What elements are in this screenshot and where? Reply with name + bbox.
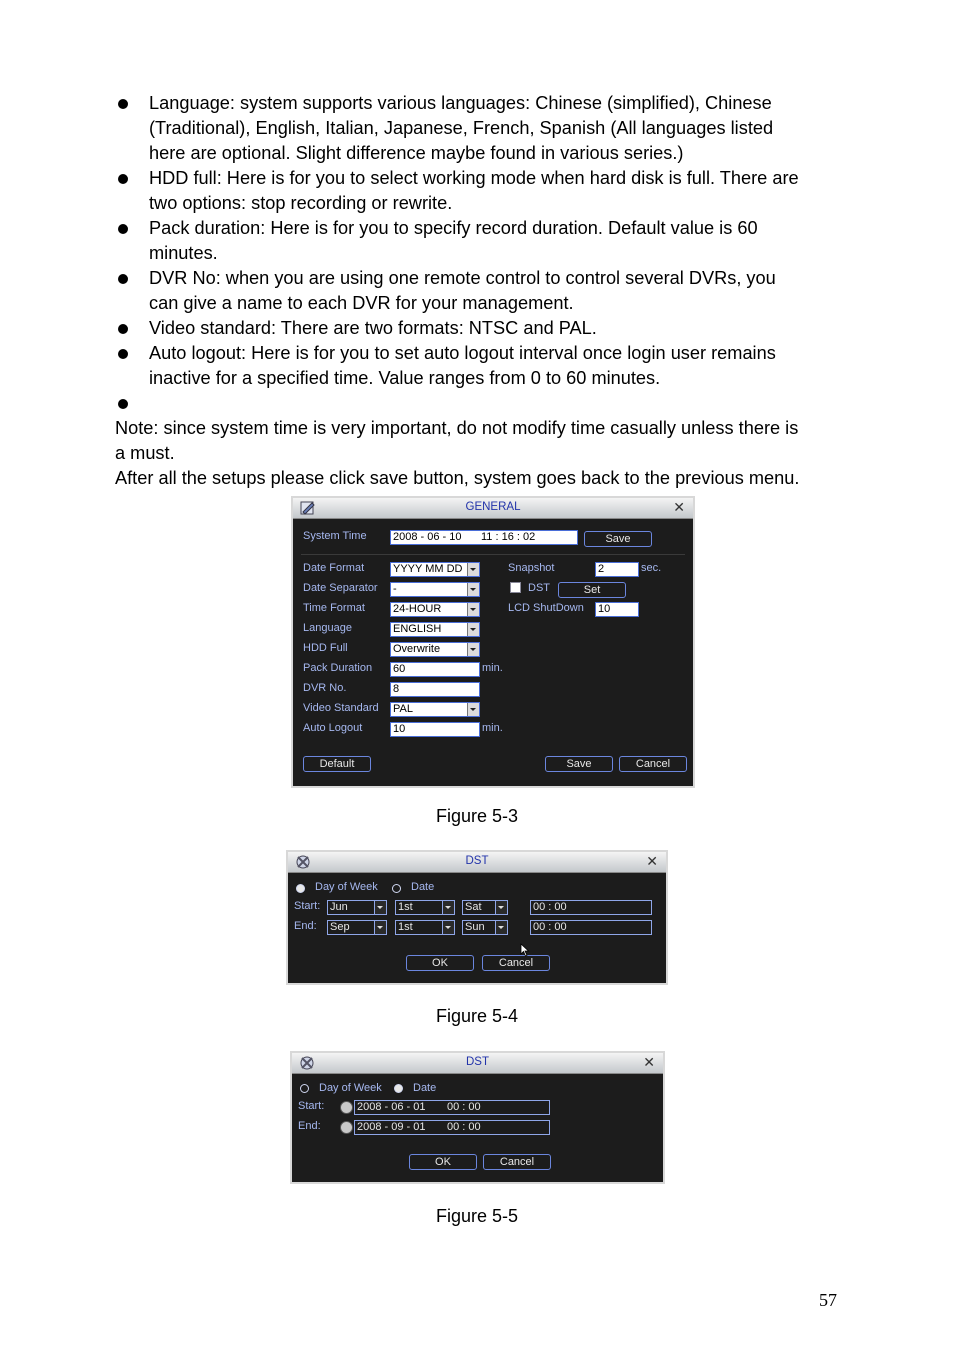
text-line: Language: system supports various languages: Chinese (simplified), Chinese (149, 93, 772, 113)
cancel-button[interactable]: Cancel (482, 955, 550, 971)
start-time-value: 00 : 00 (447, 1101, 481, 1113)
start-week-value: 1st (398, 901, 413, 913)
end-datetime-field[interactable] (354, 1120, 550, 1135)
text-line: minutes. (149, 243, 218, 263)
end-week-value: 1st (398, 921, 413, 933)
start-week-select[interactable] (395, 900, 455, 915)
bullet-auto-logout (115, 341, 875, 391)
video-standard-value: PAL (393, 703, 413, 715)
start-month-select[interactable] (327, 900, 387, 915)
ok-button[interactable]: OK (409, 1154, 477, 1170)
bullet-dot-icon (118, 274, 128, 284)
snapshot-unit: sec. (641, 562, 662, 574)
chevron-down-icon (467, 623, 479, 636)
text-line: (Traditional), English, Italian, Japanese, French, Spanish (All languages listed (149, 118, 774, 138)
general-dialog (291, 496, 695, 788)
text-line: Auto logout: Here is for you to set auto logout interval once login user remains (149, 343, 776, 363)
bullet-pack-duration (115, 216, 875, 266)
dst-dialog-day-of-week (286, 850, 668, 985)
chevron-down-icon (467, 583, 479, 596)
date-format-value: YYYY MM DD (393, 563, 463, 575)
text-line: DVR No: when you are using one remote control to control several DVRs, you (149, 268, 776, 288)
lcd-shutdown-input[interactable]: 10 (595, 602, 639, 617)
date-separator-select[interactable] (390, 582, 480, 597)
dst-dialog-date (290, 1051, 665, 1184)
snapshot-input[interactable]: 2 (595, 562, 639, 577)
bullet-dot-icon (118, 99, 128, 109)
dialog-title: GENERAL (465, 501, 521, 513)
hdd-full-select[interactable] (390, 642, 480, 657)
end-week-select[interactable] (395, 920, 455, 935)
date-format-label: Date Format (303, 562, 365, 574)
figure-caption: Figure 5-5 (435, 1206, 519, 1226)
cancel-button[interactable]: Cancel (483, 1154, 551, 1170)
start-month-value: Jun (330, 901, 348, 913)
close-icon[interactable]: ✕ (643, 1054, 655, 1070)
pack-duration-input[interactable]: 60 (390, 662, 480, 677)
figure-caption: Figure 5-3 (435, 806, 519, 826)
date-radio[interactable] (392, 884, 401, 893)
dst-label: DST (528, 582, 550, 594)
system-time-field[interactable] (390, 530, 578, 545)
chevron-down-icon (467, 563, 479, 576)
bullet-language (115, 91, 875, 166)
divider (301, 554, 685, 555)
dialog-title: DST (465, 855, 489, 867)
hdd-full-value: Overwrite (393, 643, 441, 655)
title-bar (288, 852, 666, 873)
clock-icon (340, 1121, 353, 1134)
text-line: a must. (115, 443, 175, 463)
language-label: Language (303, 622, 352, 634)
chevron-down-icon (495, 901, 507, 914)
date-label: Date (413, 1082, 437, 1094)
end-day-value: Sun (465, 921, 485, 933)
video-standard-select[interactable] (390, 702, 480, 717)
end-month-value: Sep (330, 921, 350, 933)
auto-logout-label: Auto Logout (303, 722, 363, 734)
bullet-list (115, 91, 875, 491)
pack-duration-unit: min. (482, 662, 503, 674)
start-label: Start: (294, 900, 321, 912)
dvr-no-label: DVR No. (303, 682, 347, 694)
text-line: Video standard: There are two formats: NTSC and PAL. (149, 318, 597, 338)
text-line: HDD full: Here is for you to select working mode when hard disk is full. There are (149, 168, 799, 188)
date-separator-label: Date Separator (303, 582, 378, 594)
bullet-dot-icon (118, 349, 128, 359)
bullet-hdd-full (115, 166, 875, 216)
close-icon[interactable]: ✕ (673, 499, 685, 515)
start-label: Start: (298, 1100, 325, 1112)
bullet-dot-icon (118, 224, 128, 234)
bullet-empty (115, 391, 875, 416)
bullet-dot-icon (118, 324, 128, 334)
end-label: End: (298, 1120, 321, 1132)
chevron-down-icon (495, 921, 507, 934)
default-button[interactable]: Default (303, 756, 371, 772)
chevron-down-icon (467, 603, 479, 616)
hdd-full-label: HDD Full (303, 642, 348, 654)
ok-button[interactable]: OK (406, 955, 474, 971)
bullet-video-standard (115, 316, 875, 341)
text-line: two options: stop recording or rewrite. (149, 193, 453, 213)
chevron-down-icon (467, 703, 479, 716)
end-month-select[interactable] (327, 920, 387, 935)
pack-duration-label: Pack Duration (303, 662, 373, 674)
language-select[interactable] (390, 622, 480, 637)
chevron-down-icon (442, 901, 454, 914)
chevron-down-icon (374, 921, 386, 934)
day-of-week-label: Day of Week (315, 881, 378, 893)
start-day-value: Sat (465, 901, 482, 913)
cancel-button[interactable]: Cancel (619, 756, 687, 772)
start-datetime-field[interactable] (354, 1100, 550, 1115)
text-line: Note: since system time is very important, do not modify time casually unless there is (115, 418, 799, 438)
dst-checkbox[interactable] (510, 582, 521, 593)
start-time-input[interactable]: 00 : 00 (530, 900, 652, 915)
bullet-dot-icon (118, 399, 128, 409)
save-time-button[interactable]: Save (584, 531, 652, 547)
end-date-value: 2008 - 09 - 01 (357, 1121, 426, 1133)
start-date-value: 2008 - 06 - 01 (357, 1101, 426, 1113)
bullet-dvr-no (115, 266, 875, 316)
text-line: Pack duration: Here is for you to specify record duration. Default value is 60 (149, 218, 758, 238)
lcd-shutdown-label: LCD ShutDown (508, 602, 584, 614)
page-number: 57 (819, 1290, 837, 1310)
day-of-week-radio[interactable] (300, 1084, 309, 1093)
snapshot-label: Snapshot (508, 562, 555, 574)
date-radio[interactable] (394, 1084, 403, 1093)
system-clock-value: 11 : 16 : 02 (481, 531, 536, 543)
day-of-week-label: Day of Week (319, 1082, 382, 1094)
close-icon[interactable]: ✕ (646, 853, 658, 869)
bullet-dot-icon (118, 174, 128, 184)
title-bar (292, 1053, 663, 1074)
text-line: inactive for a specified time. Value ranges from 0 to 60 minutes. (149, 368, 661, 388)
day-of-week-radio[interactable] (296, 884, 305, 893)
date-format-select[interactable] (390, 562, 480, 577)
end-day-select[interactable] (462, 920, 508, 935)
time-format-select[interactable] (390, 602, 480, 617)
video-standard-label: Video Standard (303, 702, 379, 714)
language-value: ENGLISH (393, 623, 442, 635)
mouse-cursor-icon (520, 943, 530, 957)
note-paragraph (115, 416, 875, 466)
date-separator-value: - (393, 583, 397, 595)
system-time-label: System Time (303, 530, 367, 542)
chevron-down-icon (374, 901, 386, 914)
time-format-value: 24-HOUR (393, 603, 442, 615)
figure-caption: Figure 5-4 (435, 1006, 519, 1026)
text-line: can give a name to each DVR for your management. (149, 293, 574, 313)
auto-logout-input[interactable]: 10 (390, 722, 480, 737)
date-label: Date (411, 881, 435, 893)
end-label: End: (294, 920, 317, 932)
dialog-title: DST (466, 1056, 489, 1068)
time-format-label: Time Format (303, 602, 365, 614)
chevron-down-icon (442, 921, 454, 934)
chevron-down-icon (467, 643, 479, 656)
dvr-no-input[interactable]: 8 (390, 682, 480, 697)
save-button[interactable]: Save (545, 756, 613, 772)
title-bar (293, 498, 693, 519)
after-setup-paragraph: After all the setups please click save button, system goes back to the previous menu. (115, 468, 800, 488)
dst-set-button[interactable]: Set (558, 582, 626, 598)
text-line: here are optional. Slight difference maybe found in various series.) (149, 143, 684, 163)
start-day-select[interactable] (462, 900, 508, 915)
clock-icon (340, 1101, 353, 1114)
system-date-value: 2008 - 06 - 10 (393, 531, 462, 543)
end-time-input[interactable]: 00 : 00 (530, 920, 652, 935)
auto-logout-unit: min. (482, 722, 503, 734)
end-time-value: 00 : 00 (447, 1121, 481, 1133)
